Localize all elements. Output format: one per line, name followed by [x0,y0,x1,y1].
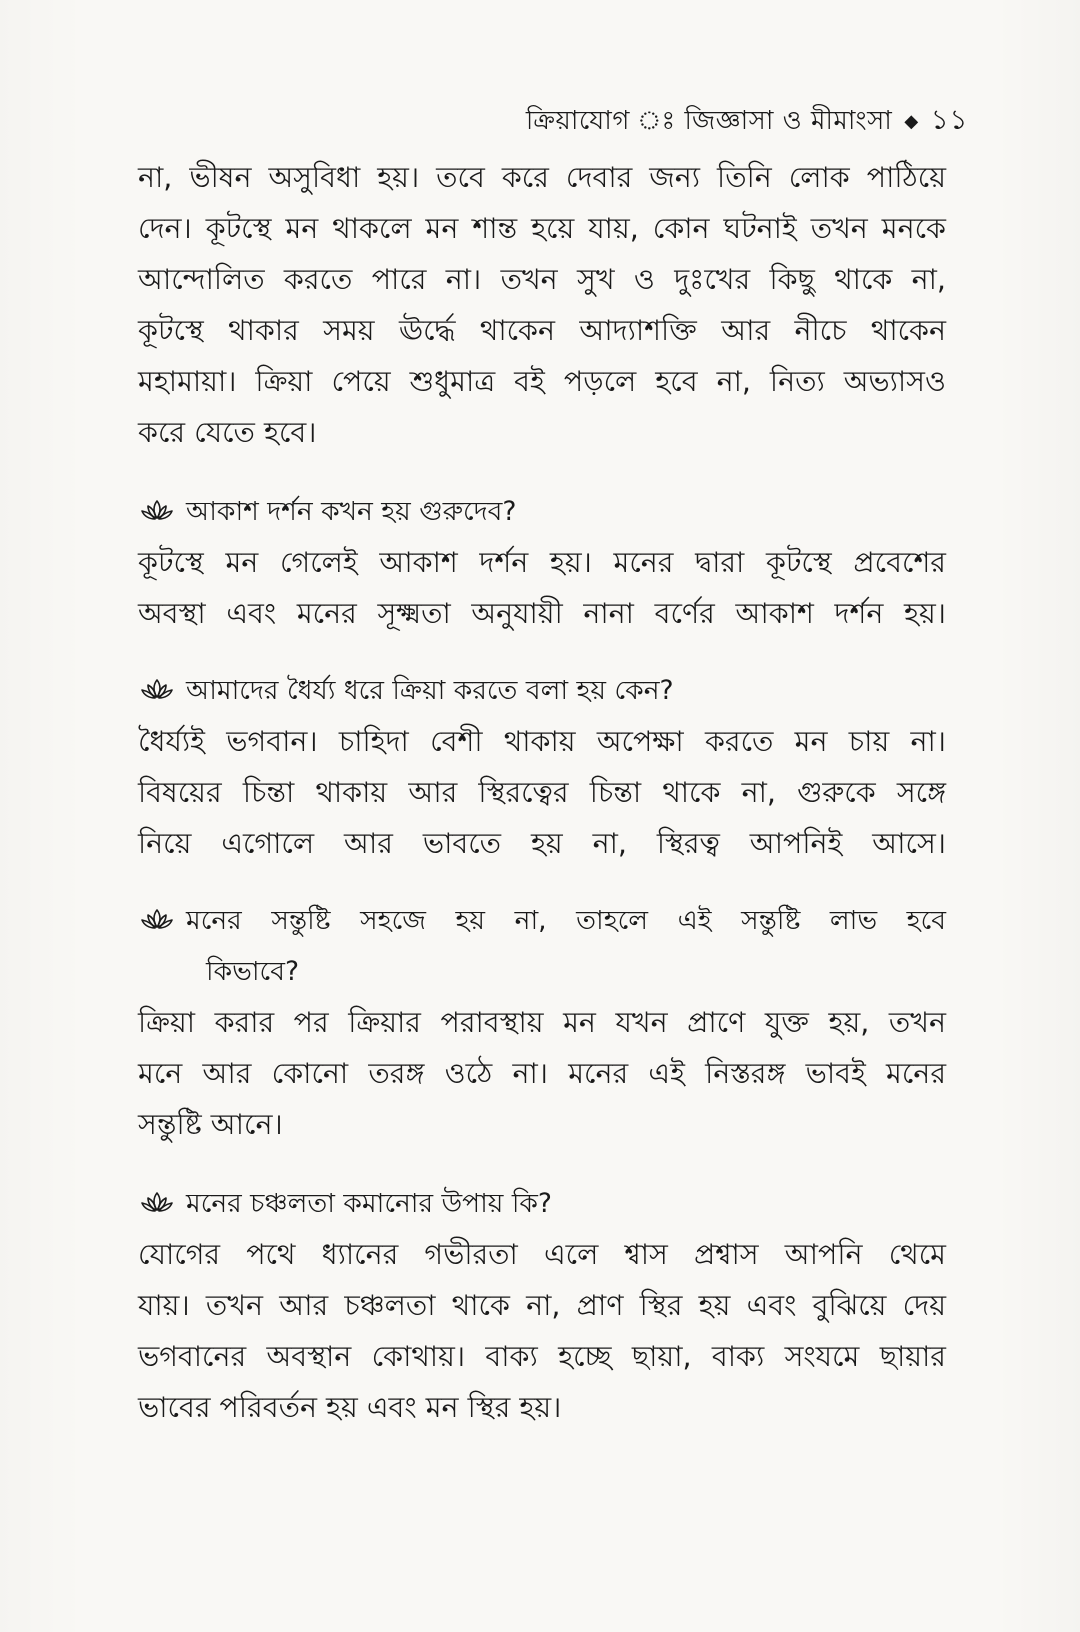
text-line: আন্দোলিত করতে পারে না। তখন সুখ ও দুঃখের কিছু থাকে না, [138,263,946,296]
question-text: মনের সন্তুষ্টি সহজে হয় না, তাহলে এই সন্তুষ্টি লাভ হবে [186,905,946,936]
answer-2 [138,716,946,869]
lotus-icon [140,498,174,522]
text-line: ভাবের পরিবর্তন হয় এবং মন স্থির হয়। [138,1391,562,1424]
question-1 [138,486,946,537]
page-body [138,152,946,1433]
text-line: যোগের পথে ধ্যানের গভীরতা এলে শ্বাস প্রশ্বাস আপনি থেমে [138,1238,946,1271]
text-line: দেন। কূটস্থে মন থাকলে মন শান্ত হয়ে যায়, কোন ঘটনাই তখন মনকে [138,212,946,245]
running-header [526,98,968,145]
text-line: কূটস্থে মন গেলেই আকাশ দর্শন হয়। মনের দ্বারা কূটস্থে প্রবেশের [138,546,946,579]
lotus-icon [140,1190,174,1214]
text-line: সন্তুষ্টি আনে। [138,1108,283,1141]
text-line: যায়। তখন আর চঞ্চলতা থাকে না, প্রাণ স্থির হয় এবং বুঝিয়ে দেয় [138,1289,946,1322]
lotus-icon [140,677,174,701]
text-line: মহামায়া। ক্রিয়া পেয়ে শুধুমাত্র বই পড়লে হবে না, নিত্য অভ্যাসও [138,365,946,398]
text-line: ক্রিয়া করার পর ক্রিয়ার পরাবস্থায় মন যখন প্রাণে যুক্ত হয়, তখন [138,1006,946,1039]
text-line: মনে আর কোনো তরঙ্গ ওঠে না। মনের এই নিস্তরঙ্গ ভাবই মনের [138,1057,946,1090]
question-3 [138,895,946,997]
text-line: না, ভীষন অসুবিধা হয়। তবে করে দেবার জন্য তিনি লোক পাঠিয়ে [138,161,946,194]
text-line: করে যেতে হবে। [138,416,317,449]
question-text: মনের চঞ্চলতা কমানোর উপায় কি? [186,1188,553,1219]
text-line: ভগবানের অবস্থান কোথায়। বাক্য হচ্ছে ছায়া, বাক্য সংযমে ছায়ার [138,1340,946,1373]
text-line: নিয়ে এগোলে আর ভাবতে হয় না, স্থিরত্ব আপনিই আসে। [138,827,946,860]
page-number: ১১ [930,103,968,136]
question-text: কিভাবে? [206,956,300,987]
header-title: ক্রিয়াযোগ ঃ জিজ্ঞাসা ও মীমাংসা [525,105,893,136]
question-4 [138,1178,946,1229]
answer-1 [138,537,946,639]
intro-paragraph [138,152,946,458]
text-line: বিষয়ের চিন্তা থাকায় আর স্থিরত্বের চিন্তা থাকে না, গুরুকে সঙ্গে [138,776,947,809]
text-line: কূটস্থে থাকার সময় ঊর্দ্ধে থাকেন আদ্যাশক্তি আর নীচে থাকেন [138,314,946,347]
question-text: আমাদের ধৈর্য্য ধরে ক্রিয়া করতে বলা হয় কেন? [186,675,674,706]
text-line: ধৈর্য্যই ভগবান। চাহিদা বেশী থাকায় অপেক্ষা করতে মন চায় না। [138,725,946,758]
question-text: আকাশ দর্শন কখন হয় গুরুদেব? [186,496,517,527]
answer-4 [138,1229,946,1433]
answer-3 [138,997,946,1150]
question-2 [138,665,946,716]
text-line: অবস্থা এবং মনের সূক্ষ্মতা অনুযায়ী নানা বর্ণের আকাশ দর্শন হয়। [138,597,946,630]
separator-diamond-icon: ◆ [904,110,919,132]
lotus-icon [140,907,174,931]
